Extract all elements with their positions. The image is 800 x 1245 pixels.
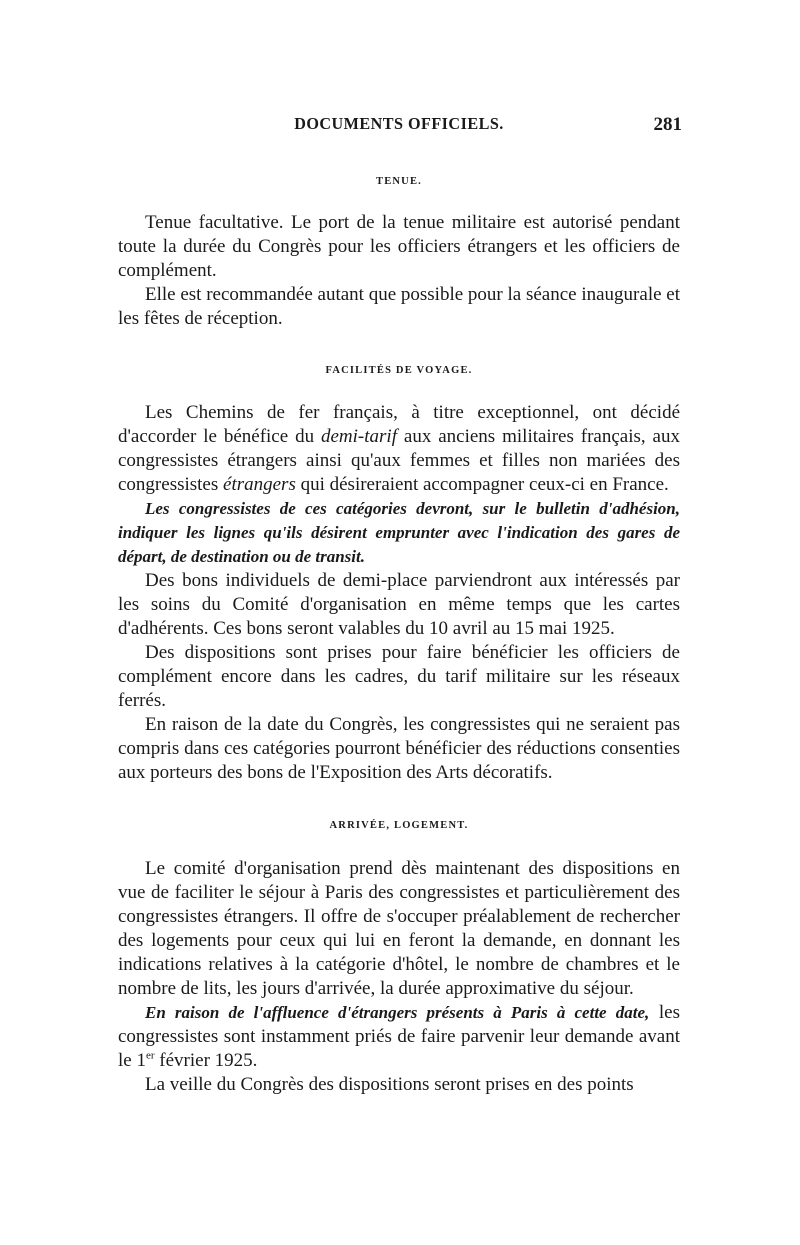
paragraph-facilites-3: Des bons individuels de demi-place parviendront aux intéressés par les soins du Comité d'organisation en même temps que les cartes d'adhérents. Ces bons seront valables du 10 avril au 15 mai 1925. xyxy=(118,570,680,639)
section-heading-tenue: TENUE. xyxy=(375,176,422,187)
italic-etrangers: étrangers xyxy=(223,474,296,495)
section-heading-arrivee: ARRIVÉE, LOGEMENT. xyxy=(329,820,469,831)
section-heading-facilites: FACILITÉS DE VOYAGE. xyxy=(325,365,473,376)
paragraph-tenue-2: Elle est recommandée autant que possible pour la séance inaugurale et les fêtes de réception. xyxy=(118,284,680,329)
text-run: février 1925. xyxy=(154,1050,258,1071)
page-number: 281 xyxy=(653,114,682,135)
paragraph-arrivee-1: Le comité d'organisation prend dès maintenant des dispositions en vue de faciliter le séjour à Paris des congressistes et particulièrement des congressistes étrangers. Il offre de s'occuper préalablement de rechercher des logements pour ceux qui lui en feront la demande, en donnant les indications relatives à la catégorie d'hôtel, le nombre de chambres et le nombre de lits, les jours d'arrivée, la durée approximative du séjour. xyxy=(118,858,680,999)
paragraph-arrivee-3: La veille du Congrès des dispositions seront prises en des points xyxy=(145,1074,634,1095)
paragraph-arrivee-2 xyxy=(118,1001,680,1073)
text-run: les congressistes sont instamment priés de faire parvenir leur demande avant le 1 xyxy=(118,1002,681,1071)
paragraph-tenue-1: Tenue facultative. Le port de la tenue militaire est autorisé pendant toute la durée du Congrès pour les officiers étrangers et les officiers de complément. xyxy=(118,212,680,281)
document-page xyxy=(118,108,680,1097)
running-head xyxy=(118,108,680,144)
running-title: DOCUMENTS OFFICIELS. xyxy=(294,114,504,133)
text-run: qui désireraient accompagner ceux-ci en France. xyxy=(295,474,669,495)
paragraph-facilites-1 xyxy=(118,401,680,497)
text-run: aux anciens militaires français, aux congressistes étrangers ainsi qu'aux femmes et filles non mariées des congressistes xyxy=(118,426,680,495)
italic-affluence: En raison de l'affluence d'étrangers présents à Paris à cette date, xyxy=(145,1003,650,1022)
paragraph-facilites-4: Des dispositions sont prises pour faire bénéficier les officiers de complément encore dans les cadres, du tarif militaire sur les réseaux ferrés. xyxy=(118,642,680,711)
paragraph-facilites-5: En raison de la date du Congrès, les congressistes qui ne seraient pas compris dans ces catégories pourront bénéficier des réductions consenties aux porteurs des bons de l'Exposition des Arts décoratifs. xyxy=(118,714,680,783)
italic-demi-tarif: demi-tarif xyxy=(320,426,397,447)
ordinal-superscript: er xyxy=(145,1049,155,1062)
paragraph-facilites-2-italic: Les congressistes de ces catégories devront, sur le bulletin d'adhésion, indiquer les lignes qu'ils désirent emprunter avec l'indication des gares de départ, de destination ou de transit. xyxy=(118,499,680,566)
text-run: Les Chemins de fer français, à titre exceptionnel, ont décidé d'accorder le bénéfice du xyxy=(118,402,680,447)
